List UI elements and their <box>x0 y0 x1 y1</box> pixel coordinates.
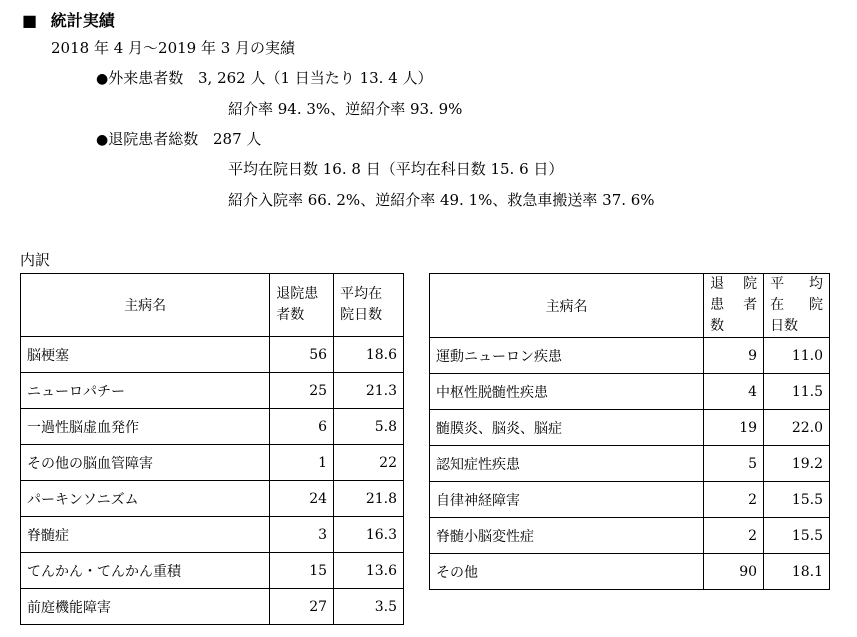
header-text: 数 <box>710 318 725 334</box>
patient-count: 6 <box>270 409 334 445</box>
header-patients <box>704 274 764 338</box>
outpatient-line <box>96 67 433 88</box>
avg-days: 15.5 <box>764 482 830 518</box>
header-avg-days <box>764 274 830 338</box>
table-row <box>21 445 404 481</box>
header-text: 在 <box>770 297 785 313</box>
table-row <box>430 374 830 410</box>
table-row <box>21 517 404 553</box>
header-disease-name: 主病名 <box>21 274 270 337</box>
outpatient-value: 3, 262 人（1 日当たり 13. 4 人） <box>198 69 433 87</box>
section-title: 統計実績 <box>50 11 115 30</box>
patient-count: 90 <box>704 554 764 590</box>
avg-days: 5.8 <box>334 409 404 445</box>
section-heading <box>22 8 115 31</box>
table-row <box>430 554 830 590</box>
patient-count: 25 <box>270 373 334 409</box>
disease-name: その他 <box>430 554 704 590</box>
disease-name: 中枢性脱髄性疾患 <box>430 374 704 410</box>
table-header-row <box>21 274 404 337</box>
left-stats-table <box>20 273 404 625</box>
discharge-rates: 紹介入院率 66. 2%、逆紹介率 49. 1%、救急車搬送率 37. 6% <box>228 191 655 209</box>
header-line <box>710 316 757 337</box>
avg-days: 11.0 <box>764 338 830 374</box>
header-line <box>710 295 757 316</box>
table-row <box>430 482 830 518</box>
header-text: 院日数 <box>340 307 383 323</box>
table-row <box>21 337 404 373</box>
patient-count: 2 <box>704 482 764 518</box>
header-text: 平均在 <box>340 286 383 302</box>
header-text: 平 <box>770 276 785 292</box>
disease-name: ニューロパチー <box>21 373 270 409</box>
avg-days: 18.6 <box>334 337 404 373</box>
header-line <box>710 274 757 295</box>
circle-bullet-icon: ● <box>96 71 109 87</box>
patient-count: 9 <box>704 338 764 374</box>
disease-name: 運動ニューロン疾患 <box>430 338 704 374</box>
table-row <box>21 553 404 589</box>
patient-count: 4 <box>704 374 764 410</box>
disease-name: 脊髄症 <box>21 517 270 553</box>
avg-days: 21.8 <box>334 481 404 517</box>
avg-days: 15.5 <box>764 518 830 554</box>
header-text: 均 <box>809 276 823 292</box>
patient-count: 1 <box>270 445 334 481</box>
patient-count: 24 <box>270 481 334 517</box>
table-row <box>430 410 830 446</box>
period-text: 2018 年 4 月～2019 年 3 月の実績 <box>51 39 296 57</box>
avg-days: 22 <box>334 445 404 481</box>
table-row <box>430 338 830 374</box>
header-text: 退院患 <box>276 286 319 302</box>
table-row <box>430 446 830 482</box>
square-bullet-icon: ■ <box>22 11 38 30</box>
disease-name: 脊髄小脳変性症 <box>430 518 704 554</box>
circle-bullet-icon: ● <box>96 132 109 148</box>
avg-days: 18.1 <box>764 554 830 590</box>
header-text: 患 <box>710 297 725 313</box>
avg-days: 11.5 <box>764 374 830 410</box>
patient-count: 3 <box>270 517 334 553</box>
header-text: 院 <box>743 276 758 292</box>
patient-count: 15 <box>270 553 334 589</box>
disease-name: 自律神経障害 <box>430 482 704 518</box>
patient-count: 5 <box>704 446 764 482</box>
table-row <box>430 518 830 554</box>
disease-name: 認知症性疾患 <box>430 446 704 482</box>
table-row <box>21 589 404 625</box>
header-text: 日数 <box>770 318 799 334</box>
discharge-label: 退院患者総数 <box>108 130 199 148</box>
discharge-avg-stay: 平均在院日数 16. 8 日（平均在科日数 15. 6 日） <box>228 160 564 178</box>
patient-count: 27 <box>270 589 334 625</box>
header-avg-days <box>334 274 404 337</box>
outpatient-rates: 紹介率 94. 3%、逆紹介率 93. 9% <box>228 100 463 118</box>
patient-count: 2 <box>704 518 764 554</box>
header-text: 者 <box>743 297 758 313</box>
table-row <box>21 373 404 409</box>
avg-days: 21.3 <box>334 373 404 409</box>
discharge-value: 287 人 <box>213 130 262 148</box>
disease-name: 一過性脳虚血発作 <box>21 409 270 445</box>
discharge-line <box>96 128 261 149</box>
avg-days: 19.2 <box>764 446 830 482</box>
header-text: 院 <box>809 297 823 313</box>
disease-name: パーキンソニズム <box>21 481 270 517</box>
avg-days: 22.0 <box>764 410 830 446</box>
table-header-row <box>430 274 830 338</box>
header-text: 退 <box>710 276 725 292</box>
disease-name: 髄膜炎、脳炎、脳症 <box>430 410 704 446</box>
breakdown-label: 内訳 <box>20 251 51 269</box>
header-patients <box>270 274 334 337</box>
header-disease-name: 主病名 <box>430 274 704 338</box>
disease-name: 前庭機能障害 <box>21 589 270 625</box>
avg-days: 16.3 <box>334 517 404 553</box>
outpatient-label: 外来患者数 <box>108 69 184 87</box>
header-line <box>770 295 823 316</box>
right-stats-table <box>429 273 830 590</box>
header-line <box>770 316 823 337</box>
avg-days: 13.6 <box>334 553 404 589</box>
disease-name: 脳梗塞 <box>21 337 270 373</box>
disease-name: その他の脳血管障害 <box>21 445 270 481</box>
disease-name: てんかん・てんかん重積 <box>21 553 270 589</box>
header-line <box>770 274 823 295</box>
avg-days: 3.5 <box>334 589 404 625</box>
patient-count: 19 <box>704 410 764 446</box>
patient-count: 56 <box>270 337 334 373</box>
table-row <box>21 481 404 517</box>
table-row <box>21 409 404 445</box>
header-text: 者数 <box>276 307 305 323</box>
